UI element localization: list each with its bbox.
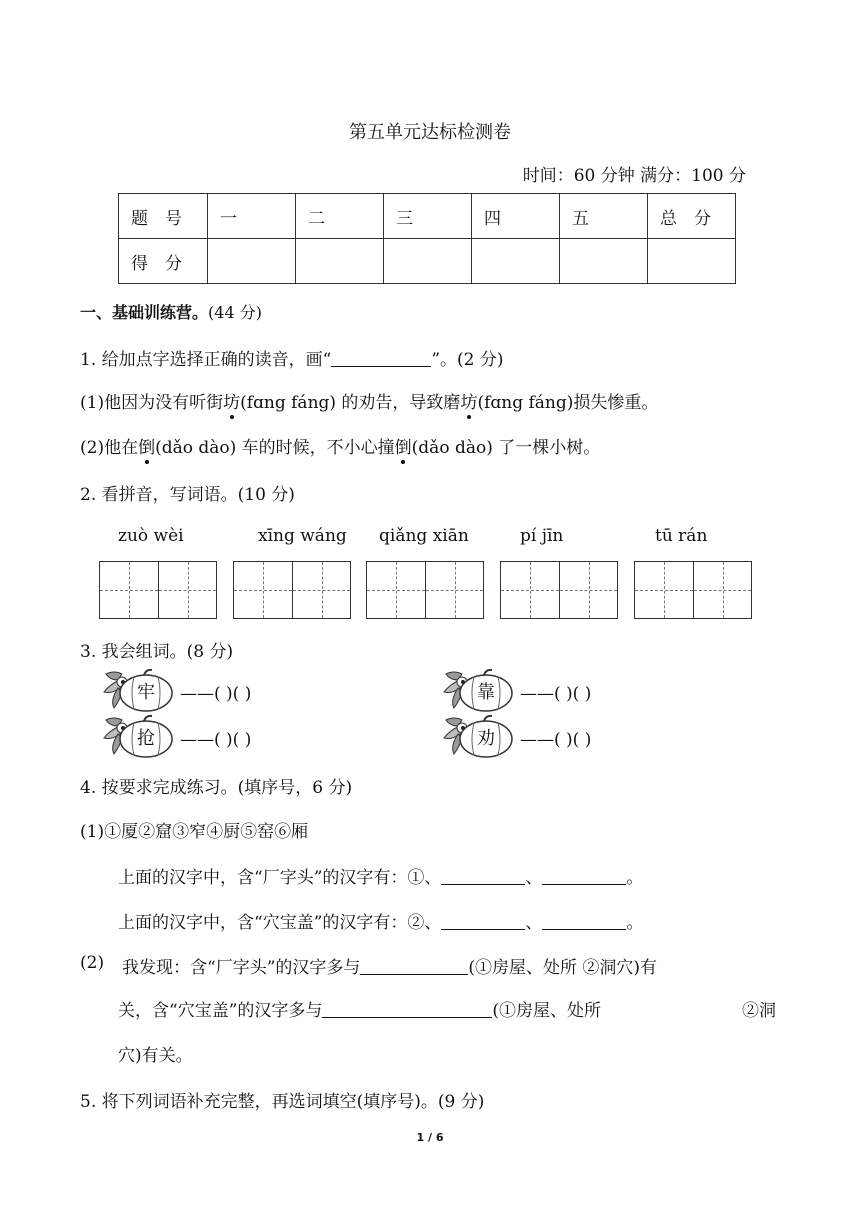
grid-cell[interactable]: [693, 562, 751, 618]
score-input-cell[interactable]: [208, 239, 296, 284]
pumpkin-icon: [100, 714, 180, 760]
q1-prompt: [80, 345, 504, 370]
section1-heading: [80, 300, 262, 323]
q4-p2-f: 穴)有关。: [118, 1046, 193, 1066]
answer-blank[interactable]: [322, 1001, 492, 1018]
q1-line2-b: (dǎo dào) 车的时候，不小心撞: [155, 438, 395, 458]
score-input-cell[interactable]: [384, 239, 472, 284]
score-header-cell: 一: [208, 194, 296, 239]
score-input-cell[interactable]: [296, 239, 384, 284]
writing-grid-2[interactable]: [233, 561, 351, 619]
separator: 、: [525, 913, 543, 933]
dotted-char: 坊: [460, 388, 477, 413]
q1-line1-b: (fɑng fáng) 的劝告，导致磨: [240, 393, 461, 413]
section1-heading-text: 一、基础训练营。: [80, 303, 209, 322]
score-row-label: 得 分: [119, 239, 208, 284]
q1-line1-c: (fɑng fáng)损失惨重。: [477, 393, 659, 413]
pinyin-label: tū rán: [655, 526, 708, 546]
q1-prompt-a: 1. 给加点字选择正确的读音，画“: [80, 350, 332, 370]
q4-line-a-text: 上面的汉字中，含“厂字头”的汉字有：①、: [118, 868, 442, 888]
q4-line-b-text: 上面的汉字中，含“穴宝盖”的汉字有：②、: [118, 913, 442, 933]
q4-prompt: 4. 按要求完成练习。(填序号，6 分): [80, 778, 353, 798]
pumpkin-icon: [440, 714, 520, 760]
line-end: 。: [626, 913, 644, 933]
answer-blank[interactable]: [360, 958, 468, 975]
q1-line2: [80, 433, 600, 458]
grid-cell[interactable]: [158, 562, 216, 618]
line-end: 。: [626, 868, 644, 888]
writing-grid-4[interactable]: [500, 561, 618, 619]
q4-p2-c: 关，含“穴宝盖”的汉字多与: [118, 1001, 323, 1021]
word-blanks: ——( )( ): [180, 730, 252, 750]
pumpkin-char: 抢: [137, 728, 155, 749]
pinyin-label: zuò wèi: [118, 526, 184, 546]
pumpkin-char: 靠: [477, 682, 495, 703]
grid-cell[interactable]: [367, 562, 425, 618]
score-header-cell: 四: [472, 194, 560, 239]
grid-cell[interactable]: [559, 562, 617, 618]
word-blanks: ——( )( ): [520, 684, 592, 704]
answer-blank[interactable]: [542, 913, 626, 930]
section1-points: (44 分): [208, 303, 262, 322]
score-header-cell: 总 分: [648, 194, 736, 239]
q4-part2-line2: [118, 996, 601, 1021]
q1-line2-a: (2)他在: [80, 438, 139, 458]
q3-prompt: 3. 我会组词。(8 分): [80, 642, 234, 662]
pumpkin-char: 劝: [477, 728, 495, 749]
writing-grid-5[interactable]: [634, 561, 752, 619]
exam-meta: 时间：60 分钟 满分：100 分: [522, 166, 746, 186]
score-table-score-row: [119, 239, 736, 284]
q4-p2-a: 我发现：含“厂字头”的汉字多与: [122, 958, 361, 978]
page-title: 第五单元达标检测卷: [349, 122, 511, 143]
word-blanks: ——( )( ): [180, 684, 252, 704]
score-table-header-row: [119, 194, 736, 239]
pumpkin-char: 牢: [137, 682, 155, 703]
q4-part2-line1: [122, 953, 657, 978]
grid-cell[interactable]: [100, 562, 158, 618]
pinyin-label: pí jīn: [520, 526, 564, 546]
q1-line1: [80, 388, 658, 413]
score-input-cell[interactable]: [648, 239, 736, 284]
grid-cell[interactable]: [292, 562, 350, 618]
answer-blank[interactable]: [441, 913, 525, 930]
answer-blank[interactable]: [441, 868, 525, 885]
score-table: [118, 193, 736, 284]
answer-blank[interactable]: [542, 868, 626, 885]
pumpkin-icon: [440, 668, 520, 714]
dotted-char: 倒: [138, 433, 155, 458]
q4-p2-b: (①房屋、处所 ②洞穴)有: [468, 958, 658, 978]
score-input-cell[interactable]: [472, 239, 560, 284]
grid-cell[interactable]: [425, 562, 483, 618]
word-blanks: ——( )( ): [520, 730, 592, 750]
dotted-char: 坊: [223, 388, 240, 413]
writing-grid-1[interactable]: [99, 561, 217, 619]
q5-prompt: 5. 将下列词语补充完整，再选词填空(填序号)。(9 分): [80, 1092, 485, 1112]
dotted-char: 倒: [395, 433, 412, 458]
q4-part2-label: (2): [80, 953, 105, 973]
q4-line-b: [118, 908, 643, 933]
q4-chars: (1)①厦②窟③窄④厨⑤窑⑥厢: [80, 822, 309, 842]
score-input-cell[interactable]: [560, 239, 648, 284]
pinyin-label: qiǎng xiān: [379, 526, 469, 546]
score-header-cell: 五: [560, 194, 648, 239]
grid-cell[interactable]: [501, 562, 559, 618]
q2-prompt: 2. 看拼音，写词语。(10 分): [80, 485, 295, 505]
q4-line-a: [118, 863, 643, 888]
q1-prompt-b: ”。(2 分): [431, 350, 504, 370]
q1-blank-line: [331, 350, 431, 367]
score-header-cell: 三: [384, 194, 472, 239]
score-header-cell: 题 号: [119, 194, 208, 239]
grid-cell[interactable]: [635, 562, 693, 618]
pumpkin-icon: [100, 668, 180, 714]
separator: 、: [525, 868, 543, 888]
q1-line2-c: (dǎo dào) 了一棵小树。: [411, 438, 601, 458]
q1-line1-a: (1)他因为没有听街: [80, 393, 224, 413]
pinyin-label: xīng wáng: [258, 526, 347, 546]
q4-p2-d: (①房屋、处所: [492, 1001, 602, 1021]
grid-cell[interactable]: [234, 562, 292, 618]
q4-p2-e: ②洞: [742, 1001, 776, 1021]
score-header-cell: 二: [296, 194, 384, 239]
page-number: 1 / 6: [416, 1131, 444, 1144]
writing-grid-3[interactable]: [366, 561, 484, 619]
